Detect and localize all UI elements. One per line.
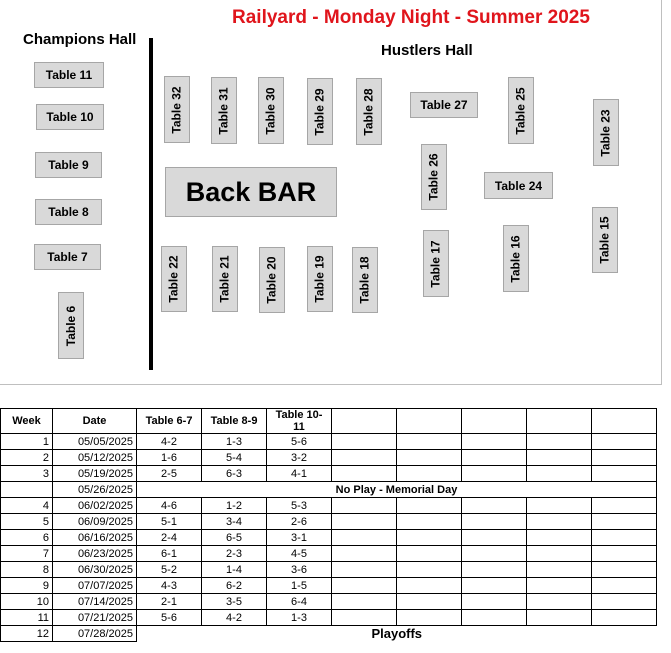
week-cell: 9: [1, 578, 53, 594]
col-table-8-9: Table 8-9: [202, 409, 267, 434]
empty-cell: [527, 450, 592, 466]
col-date: Date: [53, 409, 137, 434]
table-24: Table 24: [484, 172, 553, 199]
col-week: Week: [1, 409, 53, 434]
empty-cell: [527, 594, 592, 610]
matchup-6-7-cell: 2-1: [137, 594, 202, 610]
page-title: Railyard - Monday Night - Summer 2025: [232, 7, 590, 28]
empty-cell: [397, 530, 462, 546]
empty-cell: [592, 434, 657, 450]
empty-cell: [397, 498, 462, 514]
table-21: Table 21: [212, 246, 238, 312]
matchup-6-7-cell: 4-2: [137, 434, 202, 450]
table-15: Table 15: [592, 207, 618, 273]
table-row: [1, 466, 657, 482]
matchup-8-9-cell: 3-4: [202, 514, 267, 530]
matchup-10-11-cell: 3-1: [267, 530, 332, 546]
table-row: [1, 626, 657, 642]
empty-cell: [332, 578, 397, 594]
empty-cell: [397, 562, 462, 578]
matchup-8-9-cell: 5-4: [202, 450, 267, 466]
col-empty: [592, 409, 657, 434]
date-cell: 05/12/2025: [53, 450, 137, 466]
empty-cell: [527, 434, 592, 450]
hustlers-hall-label: Hustlers Hall: [381, 42, 473, 59]
col-empty: [397, 409, 462, 434]
empty-cell: [397, 514, 462, 530]
matchup-6-7-cell: 5-6: [137, 610, 202, 626]
matchup-8-9-cell: 1-3: [202, 434, 267, 450]
empty-cell: [397, 434, 462, 450]
empty-cell: [592, 594, 657, 610]
empty-cell: [397, 546, 462, 562]
empty-cell: [332, 610, 397, 626]
empty-cell: [462, 530, 527, 546]
table-row: [1, 482, 657, 498]
matchup-8-9-cell: 3-5: [202, 594, 267, 610]
table-row: [1, 546, 657, 562]
table-10: Table 10: [36, 104, 104, 130]
week-cell: 4: [1, 498, 53, 514]
matchup-8-9-cell: 4-2: [202, 610, 267, 626]
table-19: Table 19: [307, 246, 333, 312]
table-6: Table 6: [58, 292, 84, 359]
empty-cell: [592, 466, 657, 482]
empty-cell: [592, 578, 657, 594]
matchup-6-7-cell: 5-2: [137, 562, 202, 578]
back-bar: Back BAR: [165, 167, 337, 217]
matchup-8-9-cell: 6-2: [202, 578, 267, 594]
matchup-6-7-cell: 1-6: [137, 450, 202, 466]
empty-cell: [592, 610, 657, 626]
table-16: Table 16: [503, 225, 529, 292]
week-cell: 11: [1, 610, 53, 626]
table-23: Table 23: [593, 99, 619, 166]
table-27: Table 27: [410, 92, 478, 118]
table-29: Table 29: [307, 78, 333, 145]
table-7: Table 7: [34, 244, 101, 270]
empty-cell: [527, 546, 592, 562]
week-cell: 5: [1, 514, 53, 530]
col-empty: [462, 409, 527, 434]
empty-cell: [592, 498, 657, 514]
col-table-6-7: Table 6-7: [137, 409, 202, 434]
empty-cell: [462, 594, 527, 610]
table-22: Table 22: [161, 246, 187, 312]
empty-cell: [332, 498, 397, 514]
table-17: Table 17: [423, 230, 449, 297]
table-9: Table 9: [35, 152, 102, 178]
champions-hall-label: Champions Hall: [23, 31, 137, 48]
week-cell: 3: [1, 466, 53, 482]
matchup-10-11-cell: 5-6: [267, 434, 332, 450]
week-cell: 12: [1, 626, 53, 642]
date-cell: 05/05/2025: [53, 434, 137, 450]
empty-cell: [397, 578, 462, 594]
empty-cell: [332, 546, 397, 562]
table-31: Table 31: [211, 77, 237, 144]
empty-cell: [332, 530, 397, 546]
table-row: [1, 498, 657, 514]
hall-divider: [149, 38, 153, 370]
schedule-table: [0, 408, 657, 642]
date-cell: 07/07/2025: [53, 578, 137, 594]
matchup-6-7-cell: 5-1: [137, 514, 202, 530]
matchup-10-11-cell: 5-3: [267, 498, 332, 514]
table-row: [1, 450, 657, 466]
empty-cell: [527, 610, 592, 626]
table-18: Table 18: [352, 247, 378, 313]
table-11: Table 11: [34, 62, 104, 88]
empty-cell: [592, 562, 657, 578]
empty-cell: [527, 562, 592, 578]
empty-cell: [462, 514, 527, 530]
matchup-8-9-cell: 6-5: [202, 530, 267, 546]
playoffs-label: Playoffs: [371, 626, 423, 642]
date-cell: 07/28/2025: [53, 626, 137, 642]
table-row: [1, 514, 657, 530]
empty-cell: [332, 514, 397, 530]
week-cell: 10: [1, 594, 53, 610]
empty-cell: [397, 450, 462, 466]
empty-cell: [592, 514, 657, 530]
matchup-8-9-cell: 1-2: [202, 498, 267, 514]
empty-cell: [397, 594, 462, 610]
empty-cell: [462, 434, 527, 450]
week-cell: 7: [1, 546, 53, 562]
empty-cell: [332, 562, 397, 578]
matchup-10-11-cell: 4-5: [267, 546, 332, 562]
empty-cell: [332, 594, 397, 610]
date-cell: 06/02/2025: [53, 498, 137, 514]
week-cell: 6: [1, 530, 53, 546]
matchup-10-11-cell: 4-1: [267, 466, 332, 482]
matchup-10-11-cell: 1-3: [267, 610, 332, 626]
table-32: Table 32: [164, 76, 190, 143]
date-cell: 07/14/2025: [53, 594, 137, 610]
empty-cell: [462, 562, 527, 578]
empty-cell: [527, 498, 592, 514]
week-cell: 1: [1, 434, 53, 450]
empty-cell: [592, 450, 657, 466]
empty-cell: [527, 514, 592, 530]
date-cell: 06/09/2025: [53, 514, 137, 530]
matchup-6-7-cell: 6-1: [137, 546, 202, 562]
week-cell: 2: [1, 450, 53, 466]
matchup-6-7-cell: 4-6: [137, 498, 202, 514]
date-cell: 06/16/2025: [53, 530, 137, 546]
matchup-6-7-cell: 2-4: [137, 530, 202, 546]
empty-cell: [332, 434, 397, 450]
empty-cell: [462, 546, 527, 562]
empty-cell: [527, 578, 592, 594]
matchup-6-7-cell: 4-3: [137, 578, 202, 594]
matchup-10-11-cell: 1-5: [267, 578, 332, 594]
table-row: [1, 434, 657, 450]
matchup-10-11-cell: 3-2: [267, 450, 332, 466]
date-cell: 06/30/2025: [53, 562, 137, 578]
matchup-10-11-cell: 6-4: [267, 594, 332, 610]
table-row: [1, 578, 657, 594]
date-cell: 05/19/2025: [53, 466, 137, 482]
empty-cell: [462, 466, 527, 482]
matchup-6-7-cell: 2-5: [137, 466, 202, 482]
table-30: Table 30: [258, 77, 284, 144]
col-empty: [527, 409, 592, 434]
table-20: Table 20: [259, 247, 285, 313]
table-row: [1, 562, 657, 578]
date-cell: 05/26/2025: [53, 482, 137, 498]
empty-cell: [462, 450, 527, 466]
schedule-header-row: [1, 409, 657, 434]
empty-cell: [592, 530, 657, 546]
table-row: [1, 530, 657, 546]
matchup-8-9-cell: 6-3: [202, 466, 267, 482]
empty-cell: [397, 466, 462, 482]
empty-cell: [332, 466, 397, 482]
date-cell: 06/23/2025: [53, 546, 137, 562]
table-8: Table 8: [35, 199, 102, 225]
week-cell: 8: [1, 562, 53, 578]
table-row: [1, 594, 657, 610]
table-25: Table 25: [508, 77, 534, 144]
empty-cell: [527, 466, 592, 482]
table-28: Table 28: [356, 78, 382, 145]
week-cell: [1, 482, 53, 498]
empty-cell: [332, 450, 397, 466]
matchup-10-11-cell: 2-6: [267, 514, 332, 530]
col-table-10-11: Table 10-11: [267, 409, 332, 434]
empty-cell: [397, 610, 462, 626]
date-cell: 07/21/2025: [53, 610, 137, 626]
empty-cell: [462, 610, 527, 626]
no-play-note: No Play - Memorial Day: [137, 482, 657, 498]
matchup-8-9-cell: 1-4: [202, 562, 267, 578]
schedule-body: [1, 434, 657, 642]
col-empty: [332, 409, 397, 434]
matchup-8-9-cell: 2-3: [202, 546, 267, 562]
empty-cell: [462, 578, 527, 594]
empty-cell: [462, 498, 527, 514]
empty-cell: [527, 530, 592, 546]
empty-cell: [592, 546, 657, 562]
matchup-10-11-cell: 3-6: [267, 562, 332, 578]
table-26: Table 26: [421, 144, 447, 210]
table-row: [1, 610, 657, 626]
